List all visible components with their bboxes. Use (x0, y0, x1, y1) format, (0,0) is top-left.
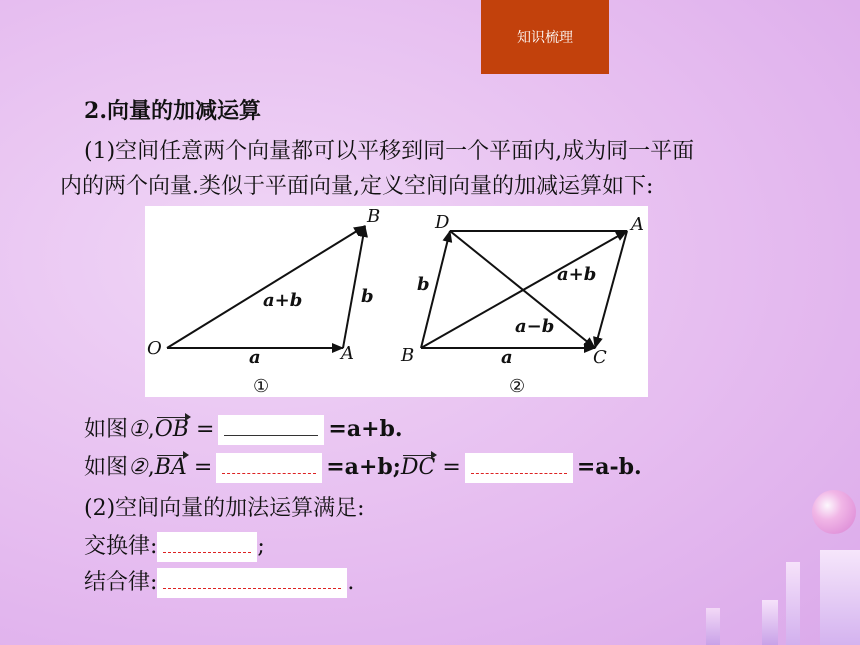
label-a-plus-b2: a+b (557, 264, 597, 285)
label-a-plus-b: a+b (263, 290, 303, 311)
section-tag: 知识梳理 (481, 0, 609, 74)
fig2-prefix: 如图 (84, 455, 129, 480)
fig2-equation: 如图②,BA = =a+b;DC = =a-b. (84, 452, 642, 483)
fig1-circle: ① (128, 417, 148, 442)
label-c2: C (593, 347, 607, 368)
section-title: .向量的加减运算 (99, 98, 261, 124)
associative-law (84, 568, 354, 598)
label-a-minus-b2: a−b (515, 316, 555, 337)
vector-ba: BA (155, 453, 187, 483)
associative-label: 结合律: (84, 570, 158, 595)
fig1-equation: 如图①,OB = =a+b. (84, 414, 403, 445)
caption-1: ① (253, 376, 270, 397)
label-b-point: B (367, 206, 381, 227)
label-a2: A (631, 214, 644, 235)
label-vec-b: b (361, 286, 374, 307)
edge-ac (595, 231, 627, 348)
answer-blank-commutative[interactable] (157, 532, 257, 562)
decor-bar-4 (820, 550, 860, 645)
section-number: 2 (84, 98, 100, 124)
answer-blank-ba[interactable] (216, 453, 322, 483)
vector-ob: OB (155, 415, 189, 445)
answer-blank-dc[interactable] (465, 453, 573, 483)
fig1-equals: = (195, 417, 215, 442)
label-vec-a: a (249, 347, 261, 368)
answer-blank-ob[interactable] (218, 415, 324, 445)
section-heading (84, 96, 261, 126)
label-d: D (435, 212, 450, 233)
commutative-law (84, 532, 265, 562)
decor-bar-2 (762, 600, 778, 645)
commutative-end: ; (257, 534, 265, 559)
fig2-rhs-2: =a-b. (576, 454, 642, 480)
fig2-equals-1: = (193, 455, 213, 480)
commutative-label: 交换律: (84, 534, 158, 559)
paragraph-1-line-2: 内的两个向量.类似于平面向量,定义空间向量的加减运算如下: (60, 174, 654, 199)
vector-sum-ob (167, 226, 365, 348)
fig2-circle: ② (128, 455, 148, 480)
associative-end: . (347, 570, 355, 595)
label-vec-b2: b (417, 274, 430, 295)
decor-sphere (812, 490, 856, 534)
decor-bar-3 (786, 562, 800, 645)
fig2-rhs-1: =a+b; (326, 454, 401, 480)
answer-blank-associative[interactable] (157, 568, 347, 598)
fig2-equals-2: = (442, 455, 461, 480)
label-a-point: A (341, 343, 354, 364)
paragraph-2: (2)空间向量的加法运算满足: (84, 496, 365, 521)
label-o: O (147, 338, 162, 359)
vector-figure (145, 206, 648, 397)
vector-dc: DC (401, 453, 435, 483)
decor-bar-1 (706, 608, 720, 645)
vector-diagram (145, 206, 648, 397)
label-vec-a2: a (501, 347, 513, 368)
fig1-rhs: =a+b. (328, 416, 403, 442)
fig1-prefix: 如图 (84, 417, 129, 442)
caption-2: ② (509, 376, 526, 397)
label-b2: B (401, 345, 415, 366)
paragraph-1-line-1: (1)空间任意两个向量都可以平移到同一个平面内,成为同一平面 (84, 139, 695, 164)
